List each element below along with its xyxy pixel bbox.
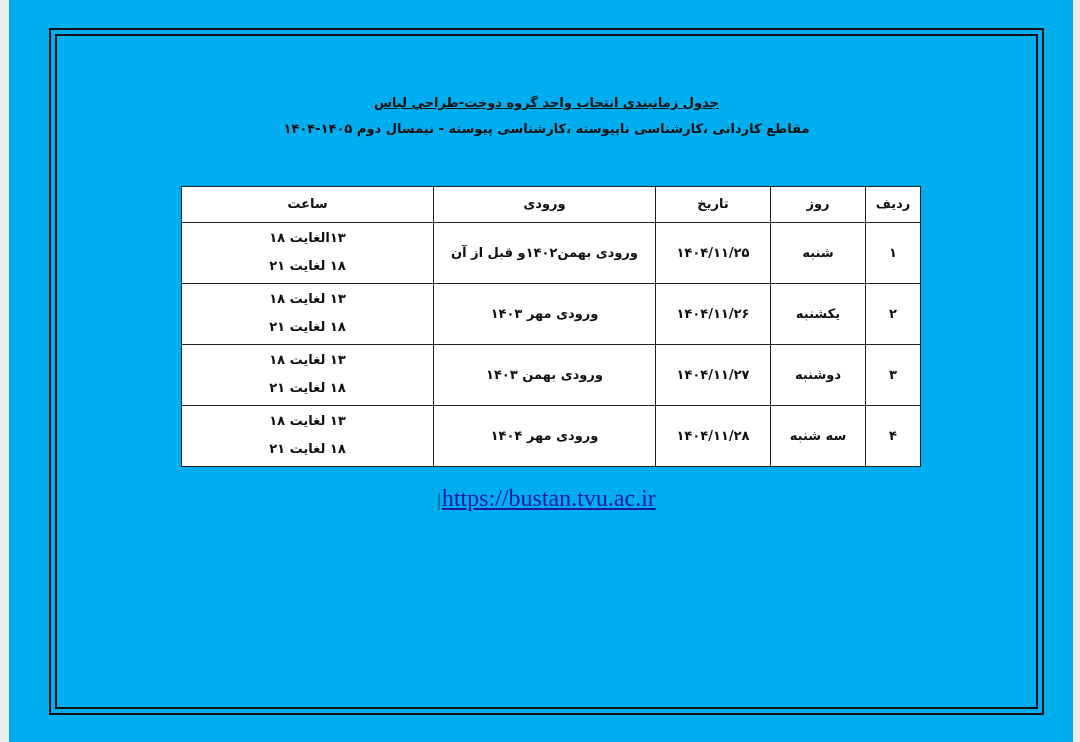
cell-row-number: ۲ [866, 284, 921, 345]
cell-entry: ورودی مهر ۱۴۰۴ [434, 406, 656, 467]
cell-entry: ورودی بهمن۱۴۰۲و قبل از آن [434, 223, 656, 284]
time-slot-second: ۱۸ لغایت ۲۱ [269, 442, 346, 457]
cell-time [182, 284, 434, 345]
cell-entry: ورودی مهر ۱۴۰۳ [434, 284, 656, 345]
table-row [182, 345, 921, 406]
time-slot-first: ۱۳الغایت ۱۸ [269, 231, 346, 246]
time-slot-second: ۱۸ لغایت ۲۱ [269, 381, 346, 396]
cell-day: شنبه [771, 223, 866, 284]
cell-time [182, 223, 434, 284]
time-slot-first: ۱۳ لغایت ۱۸ [269, 353, 346, 368]
cell-day: سه شنبه [771, 406, 866, 467]
cell-day: یکشنبه [771, 284, 866, 345]
time-slot-first: ۱۳ لغایت ۱۸ [269, 292, 346, 307]
cell-time [182, 345, 434, 406]
schedule-title: جدول زمانبندي انتخاب واحد گروه دوخت-طراحي لباس [373, 96, 720, 111]
header-row-number: ردیف [866, 187, 921, 223]
schedule-subtitle: مقاطع کاردانی ،کارشناسی ناپیوسته ،کارشناسی پیوسته - نیمسال دوم ۱۴۰۵-۱۴۰۴ [283, 122, 810, 137]
bustan-url-link[interactable]: https://bustan.tvu.ac.ir [441, 486, 656, 512]
url-line [57, 486, 1036, 513]
page-border-outer [49, 28, 1044, 715]
cell-date: ۱۴۰۴/۱۱/۲۸ [656, 406, 771, 467]
cell-row-number: ۴ [866, 406, 921, 467]
time-slot-second: ۱۸ لغایت ۲۱ [269, 320, 346, 335]
cell-date: ۱۴۰۴/۱۱/۲۷ [656, 345, 771, 406]
cell-row-number: ۱ [866, 223, 921, 284]
table-header-row [182, 187, 921, 223]
cell-time [182, 406, 434, 467]
table-row [182, 284, 921, 345]
cell-day: دوشنبه [771, 345, 866, 406]
header-day: روز [771, 187, 866, 223]
time-slot-second: ۱۸ لغایت ۲۱ [269, 259, 346, 274]
header-entry: ورودی [434, 187, 656, 223]
url-prefix-mark: | [437, 490, 441, 510]
cell-entry: ورودی بهمن ۱۴۰۳ [434, 345, 656, 406]
schedule-table [181, 186, 921, 467]
time-slot-first: ۱۳ لغایت ۱۸ [269, 414, 346, 429]
table-row [182, 406, 921, 467]
page-border-inner [55, 34, 1038, 709]
cell-date: ۱۴۰۴/۱۱/۲۶ [656, 284, 771, 345]
header-date: تاریخ [656, 187, 771, 223]
document-page [9, 0, 1073, 742]
cell-row-number: ۳ [866, 345, 921, 406]
table-row [182, 223, 921, 284]
header-time: ساعت [182, 187, 434, 223]
cell-date: ۱۴۰۴/۱۱/۲۵ [656, 223, 771, 284]
